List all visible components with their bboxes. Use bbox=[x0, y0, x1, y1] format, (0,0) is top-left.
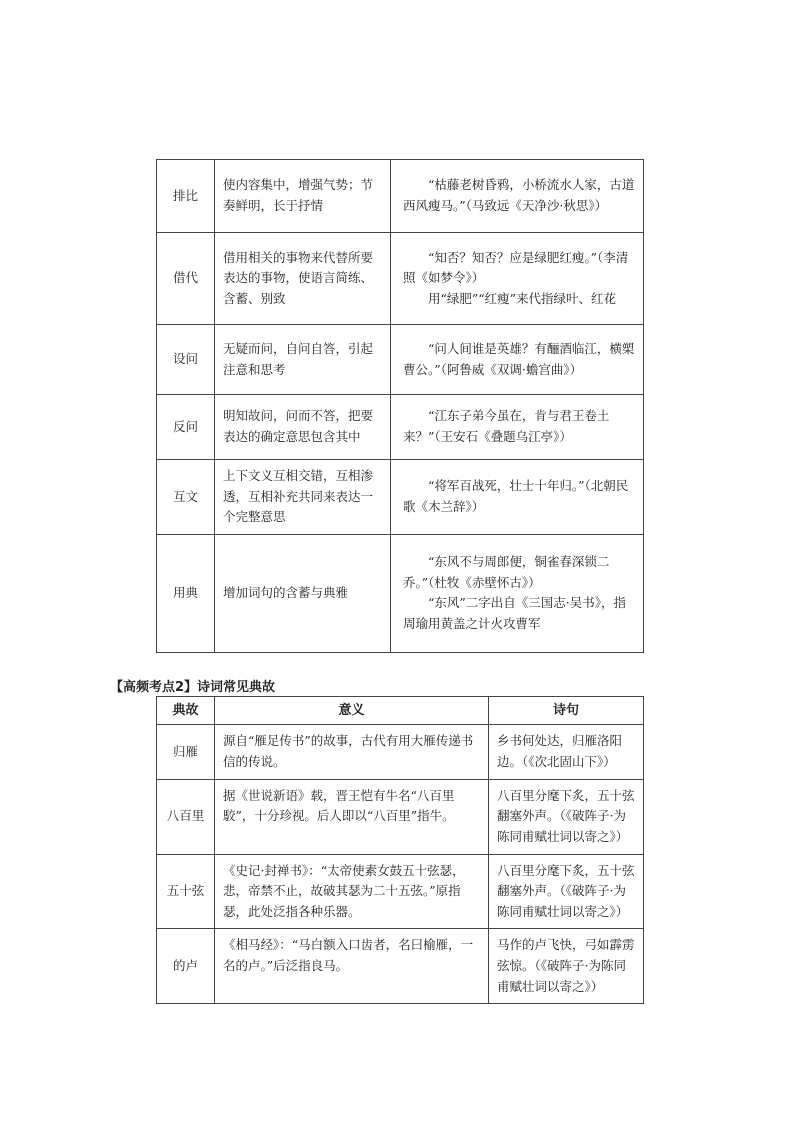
allusion-name: 归雁 bbox=[157, 725, 215, 779]
column-header: 诗句 bbox=[489, 697, 644, 725]
allusion-meaning: 《史记·封禅书》：“太帝使素女鼓五十弦瑟，悲，帝禁不止，故破其瑟为二十五弦。”原指瑟，此处泛指各种乐器。 bbox=[215, 854, 489, 929]
device-description: 无疑而问，自问自答，引起注意和思考 bbox=[215, 325, 391, 395]
table-row bbox=[157, 233, 644, 325]
device-description: 上下文义互相交错，互相渗透，互相补充共同来表达一个完整意思 bbox=[215, 460, 391, 535]
device-example bbox=[391, 325, 644, 395]
allusion-name: 的卢 bbox=[157, 929, 215, 1004]
example-line: “江东子弟今虽在，肯与君王卷土来？”（王安石《叠题乌江亭》） bbox=[403, 408, 610, 444]
allusion-name: 八百里 bbox=[157, 779, 215, 854]
section-heading: 【高频考点2】诗词常见典故 bbox=[110, 680, 276, 695]
device-example bbox=[391, 160, 644, 233]
table-row bbox=[157, 160, 644, 233]
device-description: 借用相关的事物来代替所要表达的事物，使语言简练、含蓄、别致 bbox=[215, 233, 391, 325]
table-row bbox=[157, 929, 644, 1004]
example-line: “枯藤老树昏鸦，小桥流水人家，古道西风瘦马。”（马致远《天净沙·秋思》） bbox=[403, 177, 635, 213]
device-example bbox=[391, 395, 644, 460]
device-example bbox=[391, 460, 644, 535]
allusion-meaning: 《相马经》：“马白额入口齿者，名曰榆雁，一名的卢。”后泛指良马。 bbox=[215, 929, 489, 1004]
device-name: 设问 bbox=[157, 325, 215, 395]
table-row bbox=[157, 779, 644, 854]
device-description: 增加词句的含蓄与典雅 bbox=[215, 534, 391, 652]
table-row bbox=[157, 460, 644, 535]
device-description: 使内容集中，增强气势；节奏鲜明，长于抒情 bbox=[215, 160, 391, 233]
allusion-poem: 乡书何处达，归雁洛阳边。（《次北固山下》） bbox=[489, 725, 644, 779]
device-description: 明知故问，问而不答，把要表达的确定意思包含其中 bbox=[215, 395, 391, 460]
table-row bbox=[157, 325, 644, 395]
allusion-name: 五十弦 bbox=[157, 854, 215, 929]
rhetoric-table bbox=[156, 159, 644, 653]
allusion-meaning: 源自“雁足传书”的故事，古代有用大雁传递书信的传说。 bbox=[215, 725, 489, 779]
device-name: 互文 bbox=[157, 460, 215, 535]
column-header: 意义 bbox=[215, 697, 489, 725]
allusion-meaning: 据《世说新语》载，晋王恺有牛名“八百里駮”，十分珍视。后人即以“八百里”指牛。 bbox=[215, 779, 489, 854]
allusion-poem: 八百里分麾下炙，五十弦翻塞外声。（《破阵子·为陈同甫赋壮词以寄之》） bbox=[489, 779, 644, 854]
example-line: “东风不与周郎便，铜雀春深锁二乔。”（杜牧《赤壁怀古》） bbox=[403, 554, 610, 590]
table-row bbox=[157, 534, 644, 652]
column-header: 典故 bbox=[157, 697, 215, 725]
example-line: “东风”二字出自《三国志·吴书》，指周瑜用黄盖之计火攻曹军 bbox=[403, 595, 627, 631]
table-row bbox=[157, 725, 644, 779]
allusion-table bbox=[156, 696, 644, 1004]
device-example bbox=[391, 233, 644, 325]
device-name: 用典 bbox=[157, 534, 215, 652]
table-header-row bbox=[157, 697, 644, 725]
example-line: “问人间谁是英雄？有酾酒临江，横槊曹公。”（阿鲁威《双调·蟾宫曲》） bbox=[403, 340, 635, 377]
device-name: 借代 bbox=[157, 233, 215, 325]
allusion-poem: 马作的卢飞快，弓如霹雳弦惊。（《破阵子·为陈同甫赋壮词以寄之》） bbox=[489, 929, 644, 1004]
table-row bbox=[157, 395, 644, 460]
device-name: 排比 bbox=[157, 160, 215, 233]
allusion-poem: 八百里分麾下炙，五十弦翻塞外声。（《破阵子·为陈同甫赋壮词以寄之》） bbox=[489, 854, 644, 929]
example-line: “知否？知否？应是绿肥红瘦。”（李清照《如梦令》） bbox=[403, 249, 629, 286]
device-name: 反问 bbox=[157, 395, 215, 460]
example-line: “将军百战死，壮士十年归。”（北朝民歌《木兰辞》） bbox=[403, 478, 629, 514]
device-example bbox=[391, 534, 644, 652]
example-line: 用“绿肥”“红瘦”来代指绿叶、红花 bbox=[428, 290, 617, 306]
table-row bbox=[157, 854, 644, 929]
